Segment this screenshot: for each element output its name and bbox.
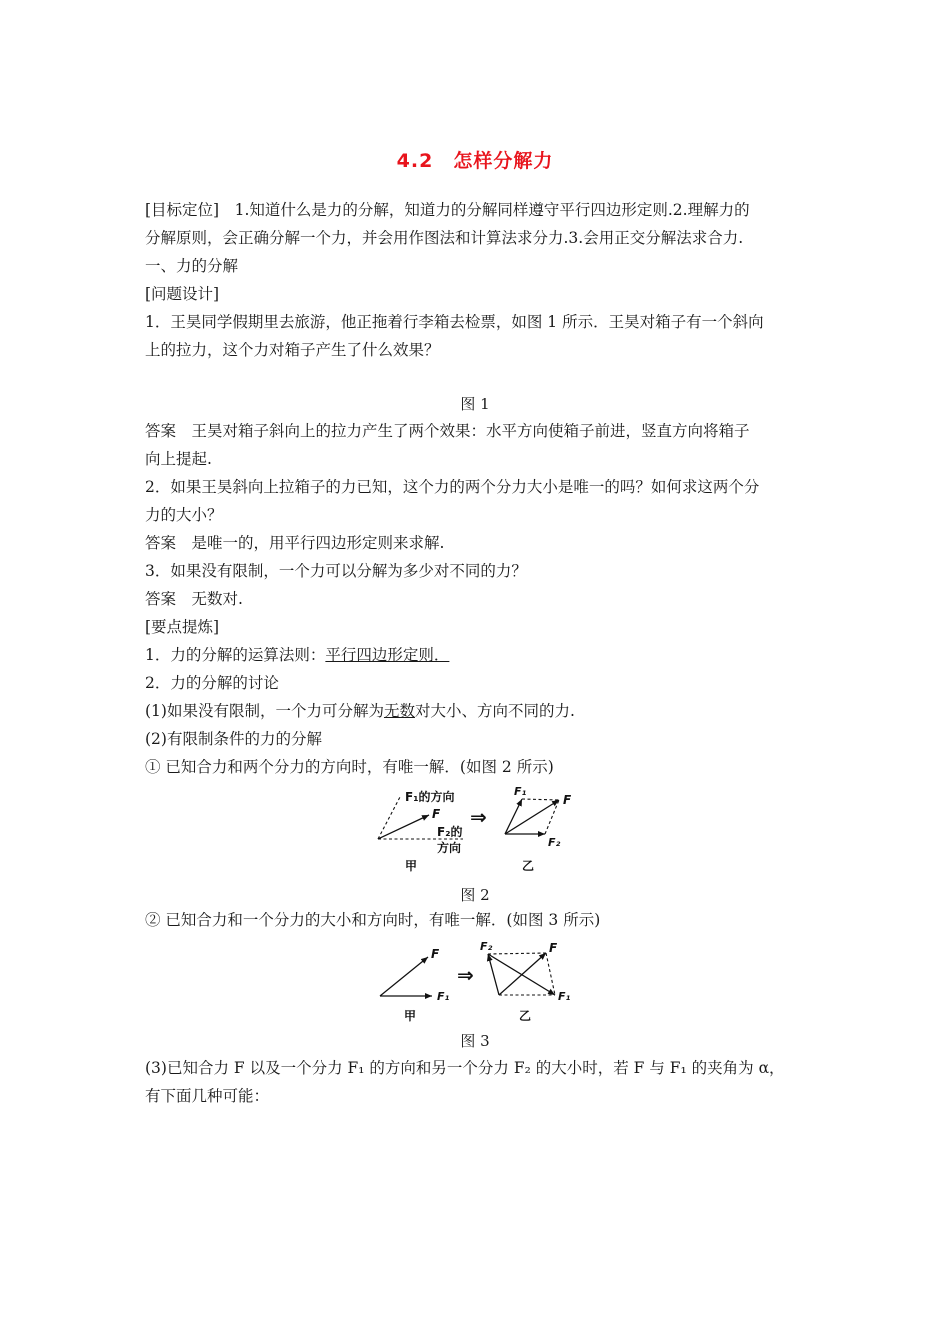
f1-label: F₁: [514, 785, 527, 798]
question-2-line-2: 力的大小？: [145, 506, 223, 524]
question-2-line-1: 2．如果王昊斜向上拉箱子的力已知，这个力的两个分力大小是唯一的吗？如何求这两个分: [145, 478, 760, 496]
figure-2: [0, 782, 950, 882]
dashed-top-edge: [488, 953, 546, 954]
f-label-right: F: [549, 941, 558, 955]
figure-2-caption: 图 2: [460, 886, 490, 904]
f-label-right: F: [563, 793, 572, 807]
goal-line-1: [目标定位] 1.知道什么是力的分解，知道力的分解同样遵守平行四边形定则.2.理解力的: [145, 201, 750, 219]
page-title: 4.2 怎样分解力: [396, 150, 554, 172]
point-2-3-line-2: 有下面几种可能：: [145, 1087, 270, 1105]
resultant-force-arrow: [378, 815, 429, 839]
question-1-line-2: 上的拉力，这个力对箱子产生了什么效果？: [145, 341, 440, 359]
f2-direction-label-1: F₂的: [437, 825, 463, 839]
points-label: [要点提炼]: [145, 618, 220, 636]
answer-1-line-1: 答案 王昊对箱子斜向上的拉力产生了两个效果：水平方向使箱子前进，竖直方向将箱子: [145, 422, 750, 440]
f2-direction-label-2: 方向: [437, 841, 462, 855]
case-1: ① 已知合力和两个分力的方向时，有唯一解．(如图 2 所示): [145, 758, 554, 776]
f2-label: F₂: [548, 836, 561, 849]
f2-label: F₂: [480, 940, 493, 953]
point-2-2: (2)有限制条件的力的分解: [145, 730, 322, 748]
figure-2-right-label: 乙: [522, 859, 535, 873]
point-2-1-answer: 无数: [383, 702, 415, 720]
answer-1-line-2: 向上提起.: [145, 450, 212, 468]
implies-arrow: ⇒: [457, 963, 474, 987]
point-2-1: [145, 701, 575, 721]
f-arrow-right: [499, 953, 546, 995]
f1-direction-line: [378, 797, 400, 839]
point-1-answer: 平行四边形定则．: [325, 646, 450, 664]
f1-label: F₁: [437, 990, 450, 1003]
case-2: ② 已知合力和一个分力的大小和方向时，有唯一解．(如图 3 所示): [145, 911, 601, 929]
f1-direction-label: F₁的方向: [405, 790, 455, 804]
figure-3: [0, 936, 950, 1026]
answer-2: 答案 是唯一的，用平行四边形定则来求解.: [145, 534, 445, 552]
question-1-line-1: 1．王昊同学假期里去旅游，他正拖着行李箱去检票，如图 1 所示．王昊对箱子有一个斜向: [145, 313, 764, 331]
implies-arrow: ⇒: [470, 805, 487, 829]
figure-1-caption: 图 1: [460, 395, 490, 413]
point-1: [145, 645, 449, 665]
point-1-prefix: 1．力的分解的运算法则：: [145, 646, 326, 664]
f-label: F: [431, 947, 440, 961]
figure-2-left-label: 甲: [405, 859, 418, 873]
design-label: [问题设计]: [145, 285, 220, 303]
f-arrow: [380, 957, 428, 996]
point-2: 2．力的分解的讨论: [145, 674, 279, 692]
f1-arrow-right: [488, 954, 555, 995]
question-3: 3．如果没有限制，一个力可以分解为多少对不同的力？: [145, 562, 527, 580]
f1-label-right: F₁: [558, 990, 571, 1003]
point-2-1-prefix: (1)如果没有限制，一个力可分解为: [145, 702, 384, 720]
dashed-top-edge: [522, 799, 559, 800]
answer-3: 答案 无数对.: [145, 590, 243, 608]
point-2-1-suffix: 对大小、方向不同的力.: [414, 702, 575, 720]
section-heading: 一、力的分解: [145, 257, 239, 275]
f-label: F: [432, 807, 441, 821]
goal-line-2: 分解原则，会正确分解一个力，并会用作图法和计算法求分力.3.会用正交分解法求合力.: [145, 229, 744, 247]
dashed-right-edge: [546, 953, 555, 995]
figure-3-caption: 图 3: [460, 1032, 490, 1050]
figure-3-right-label: 乙: [519, 1009, 532, 1023]
point-2-3-line-1: (3)已知合力 F 以及一个分力 F₁ 的方向和另一个分力 F₂ 的大小时，若 F 与 F₁ 的夹角为 α，: [145, 1059, 785, 1077]
figure-3-left-label: 甲: [404, 1009, 417, 1023]
